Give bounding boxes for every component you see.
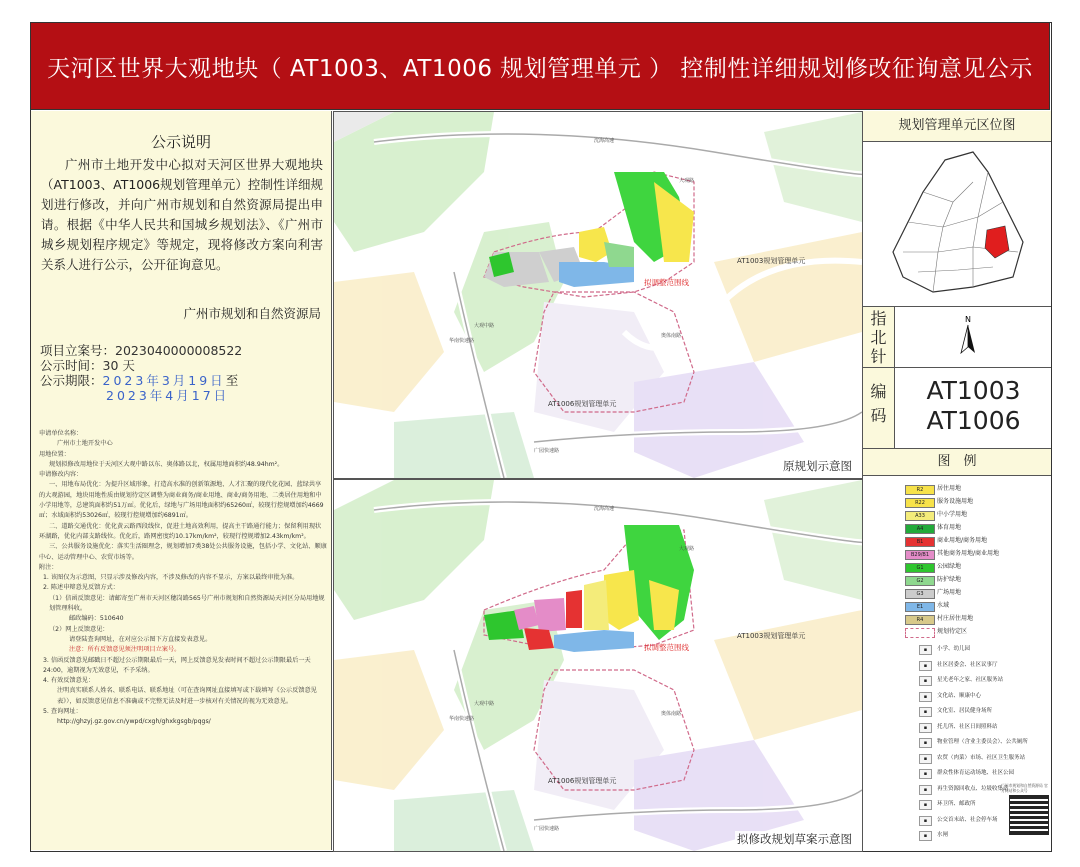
facility-icon: ▪ [919,707,932,717]
facility-label: 文化站、顺康中心 [937,692,982,699]
unit-a-label-bottom: AT1003规划管理单元 [737,632,806,640]
facility-label: 物业管理（含业主委员会）、公共厕所 [937,739,1028,745]
code-label [863,368,895,448]
boundary-label-top: 拟调整范围线 [644,278,689,287]
unit-code-1: AT1003 [926,376,1021,405]
north-label-text: 指北针 [870,309,887,366]
road-label-top-1: 沈海高速 [594,138,615,144]
period-to: 至 [225,373,239,388]
detail-line: （2）网上反馈意见： [49,625,109,633]
facility-icon: ▪ [919,723,932,733]
road-label-top-3: 奥体南路 [661,333,682,339]
facility-label: 托儿所、社区日间照料站 [937,723,998,730]
legend [863,477,1051,850]
detail-line: 附注： [39,563,58,571]
facility-label: 小学、幼儿园 [937,646,971,652]
legend-swatch: G3 [905,589,935,599]
legend-swatch: A33 [905,511,935,521]
facility-label: 社区居委会、社区议事厅 [937,661,998,668]
period-label: 公示期限： [40,373,103,388]
legend-label: 防护绿地 [937,576,962,583]
revised-plan-map [333,479,863,852]
legend-swatch: A4 [905,524,935,534]
info-panel [862,111,1051,850]
detail-line: 规划拟修改用地位于天河区大观中路以东、奥体路以北，权属用地面积约48.94hm²。 [49,460,284,468]
legend-label: 服务设施用地 [937,498,974,505]
road-label-top-6: 华南快速路 [449,338,475,344]
original-plan-map-svg [334,112,862,478]
detail-line: 二、道路交通优化：优化黄云路西段线位，促进土地高效利用，提高主干路通行能力；保留利用现状环湖路，优化内部支路线位。优化后，路网密度约10.17km/km²，较现行控规增加2.43km/km²。 [39,522,322,540]
duration-label: 公示时间： [40,358,103,373]
legend-heading: 图 例 [863,449,1051,476]
legend-label: 体育用地 [937,524,962,531]
road-label-bottom-2: 大观路 [679,546,695,552]
period-start: 2023年3月19日 [102,373,226,388]
unit-a-label-top: AT1003规划管理单元 [737,257,806,265]
facility-label: 水闸 [937,832,949,838]
north-arrow-letter: N [965,315,971,324]
period-end: 2023年4月17日 [106,388,230,403]
facility-icon: ▪ [919,645,932,655]
facility-label: 再生资源回收点、垃圾收集站 [937,785,1009,792]
detail-line: 一、用地布局优化：为提升区域形象，打造高水准的创新策源地、人才汇聚的现代化花园、蓝绿共享的大观游园，地块用地性质由规划待定区调整为商业商务/商业用地、商业/商务用地、二类居住用地和中小学用地等，总建筑面积约51万㎡。优化后，绿地与广场用地面积约65260㎡，较现行控规增加约4669㎡；水域面积约53026㎡，较现行控规增加约6891㎡。 [39,481,324,520]
legend-label: 中小学用地 [937,511,968,518]
location-map-svg [863,142,1051,306]
detail-line: 广州市土地开发中心 [57,440,113,448]
detail-line: 申请修改内容： [39,471,83,479]
road-label-top-2: 大观路 [679,178,695,184]
detail-line: 4. 有效反馈意见： [43,677,95,685]
road-label-bottom-6: 华南快速路 [449,716,475,722]
detail-line: 请登陆查询网址，在对应公示图下方直接发表意见。 [69,635,212,643]
facility-icon: ▪ [919,785,932,795]
detail-line: 用地位置： [39,450,70,458]
detail-line: 注意：所有反馈意见须注明项目立案号。 [69,646,181,654]
detail-line: 注明真实联系人姓名、联系电话、联系地址（可在查询网址直接填写或下载填写《公示反馈意见表》），如反馈意见信息不准确或不完整无法及时进一步核对有关情况的视为无效意见。 [57,687,317,705]
facility-icon: ▪ [919,692,932,702]
project-number-row [40,343,242,358]
project-number-value: 2023040000008522 [115,343,243,358]
location-map-heading: 规划管理单元区位图 [863,111,1051,142]
detail-line: 2. 陈述申辩意见反馈方式： [43,584,119,592]
facility-label: 星光老年之家、社区服务站 [937,677,1004,683]
detail-line: （1）信函反馈意见：请邮寄至广州市天河区穗岗路565号广州市规划和自然资源局天河区分局用地规划管理科收。 [49,594,325,613]
road-label-bottom-3: 奥体南路 [661,711,682,717]
duration-value: 30 天 [102,358,135,373]
facility-label: 文化室、居民健身场所 [937,708,993,714]
unit-code-2: AT1006 [926,406,1021,435]
qr-caption: 广州市规划和自然资源局 官方网站和公众号 [1001,783,1048,793]
code-row [863,368,1051,449]
location-map [863,142,1051,307]
road-label-bottom-1: 沈海高速 [594,506,615,512]
road-label-bottom-4: 广园快速路 [534,826,560,832]
notice-signature: 广州市规划和自然资源局 [183,306,321,321]
legend-label: 其他商务用地/商业用地 [937,550,1000,557]
qr-code[interactable] [1009,795,1049,835]
facility-label: 群众性体育运动场地、社区公园 [937,770,1015,776]
legend-swatch: G1 [905,563,935,573]
legend-label: 广场用地 [937,589,962,596]
facility-icon: ▪ [919,676,932,686]
project-number-label: 项目立案号： [40,343,116,358]
road-label-top-4: 广园快速路 [534,448,560,454]
poster-title-bar [30,22,1050,110]
facility-icon: ▪ [919,754,932,764]
detail-line: 5. 查询网址： [43,708,82,716]
unit-b-label-top: AT1006规划管理单元 [548,400,617,408]
poster-title: 天河区世界大观地块（ AT1003、AT1006 规划管理单元 ） 控制性详细规划修改征询意见公示 [47,55,1033,82]
facility-icon: ▪ [919,800,932,810]
legend-label: 商业用地/商务用地 [937,537,988,544]
detail-line: 申请单位名称： [39,430,83,437]
legend-swatch: G2 [905,576,935,586]
legend-swatch: R22 [905,498,935,508]
north-label [863,307,895,367]
revised-plan-map-svg [334,480,862,851]
notice-heading: 公示说明 [150,133,211,151]
notice-details [39,429,327,728]
north-arrow-row [863,307,1051,368]
duration-row [40,358,135,373]
legend-label: 居住用地 [937,485,962,492]
facility-label: 农贸（肉菜）市场、社区卫生服务站 [937,754,1026,761]
road-label-bottom-5: 大观中路 [474,701,495,707]
legend-label: 公园绿地 [937,563,962,570]
detail-line: 三、公共服务设施优化：落实生活圈理念，规划增加7类38处公共服务设施，包括小学、文化站、顺康中心、运动管理中心、农贸市场等。 [39,543,327,561]
detail-line: 3. 信函反馈意见邮戳日不超过公示期限最后一天，网上反馈意见发表时间不超过公示期限最后一天24:00，逾期视为无效意见，不予采纳。 [43,656,311,674]
code-label-text: 编码 [870,382,887,425]
facility-label: 公交首末站、社会停车场 [937,816,998,823]
unit-b-label-bottom: AT1006规划管理单元 [548,777,617,785]
legend-swatch: B29/B1 [905,550,935,560]
legend-label: 水域 [937,602,950,609]
revised-plan-caption: 拟修改规划草案示意图 [737,832,852,846]
period-end-row [106,388,229,403]
legend-label: 村庄居住用地 [937,615,974,622]
period-row [40,373,238,388]
facility-icon: ▪ [919,831,932,841]
detail-line: 1. 该图仅为示意图，只显示涉及修改内容，不涉及修改的内容不显示，方案以最终审批为准。 [43,574,299,582]
facility-icon: ▪ [919,738,932,748]
facility-icon: ▪ [919,769,932,779]
legend-swatch: R2 [905,485,935,495]
notice-body: 广州市土地开发中心拟对天河区世界大观地块（AT1003、AT1006规划管理单元）控制性详细规划进行修改，并向广州市规划和自然资源局提出申请。根据《中华人民共和国城乡规划法》、《广州市城乡规划程序规定》等规定，现将修改方案向利害关系人进行公示，公开征询意见。 [41,157,323,272]
legend-swatch: B1 [905,537,935,547]
legend-swatch: E1 [905,602,935,612]
notice-panel [31,111,332,850]
facility-label: 环卫所、邮政所 [937,801,976,807]
facility-icon: ▪ [919,661,932,671]
original-plan-caption: 原规划示意图 [783,459,852,473]
original-plan-map [333,111,863,479]
detail-line: http://ghzyj.gz.gov.cn/ywpd/cxgh/ghxkgsgb/pqgs/ [57,718,211,726]
legend-swatch [905,628,935,638]
detail-line: 邮政编码：510640 [69,615,124,623]
boundary-label-bottom: 拟调整范围线 [644,643,689,652]
legend-swatch: R4 [905,615,935,625]
legend-label: 规划待定区 [937,628,968,635]
north-arrow-icon [953,313,983,361]
road-label-top-5: 大观中路 [474,323,495,329]
facility-icon: ▪ [919,816,932,826]
